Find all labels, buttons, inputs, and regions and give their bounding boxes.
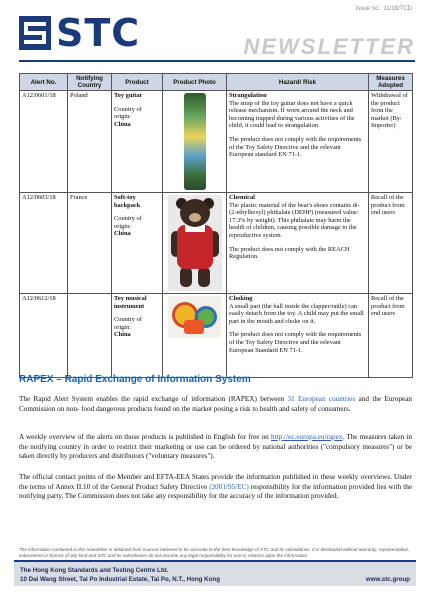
hazard-title: Strangulation — [229, 92, 267, 99]
measures-adopted: Withdrawal of the product from the market (By: Importer) — [369, 91, 413, 193]
alerts-table — [19, 73, 413, 378]
origin-value: China — [114, 331, 131, 339]
paragraph-text: The official contact points of the Member and EFTA-EEA States provide the information published in these weekly overviews. Under the terms of Annex II.10 of the General Product Safety Directive — [19, 473, 412, 491]
table-row — [20, 193, 413, 294]
paragraph-text: A weekly overview of the alerts on those products is published in English for free on — [19, 433, 271, 441]
origin-label: Country of origin: — [114, 316, 142, 331]
column-header-product: Product — [112, 74, 163, 91]
product-cell — [112, 294, 163, 378]
compliance-note: The product does not comply with the requirements of the Toy Safety Directive and the relevant European Standard EN 71-1. — [229, 331, 362, 354]
column-header-country: Notifying Country — [68, 74, 112, 91]
paragraph-text: and the European Commission on non- food dangerous products found on the market posing a risk to health and safety of consumers. — [19, 395, 412, 413]
origin-label: Country of origin: — [114, 215, 142, 230]
product-name: Toy guitar — [114, 92, 143, 99]
origin-value: China — [114, 230, 131, 238]
hazard-cell — [227, 91, 369, 193]
origin-label: Country of origin: — [114, 105, 142, 121]
column-header-photo: Product Photo — [163, 74, 227, 91]
toy-guitar-photo — [184, 93, 206, 190]
measures-adopted: Recall of the product from end users — [369, 193, 413, 294]
paragraph-text: . The measures taken in the notifying country in order to restrict their marketing or use can be ordered by national authorities ("compulsory measures") or be taken directly by producers and distributors ("voluntary measures"). — [19, 433, 412, 461]
origin-value: China — [114, 120, 131, 128]
alert-number: A12/0601/18 — [20, 91, 68, 193]
table-row — [20, 91, 413, 193]
paragraph-text: responsibility for the information provided lies with the notifying party. The Commission does not take any responsibility for the accuracy of the information provided. — [19, 482, 412, 501]
photo-cell — [163, 294, 227, 378]
disclaimer-text: The information contained in this newsletter is obtained from sources believed to be accurate to the best knowledge of STC and its subsidiaries. It is distributed without warranty, representation, inducement or license of any kind and STC and its subsidiaries do not assume any legal responsibility for use or reliance upon the information. — [19, 547, 410, 558]
column-header-alert-no: Alert No. — [20, 74, 68, 91]
alert-number: A12/0612/18 — [20, 294, 68, 378]
notifying-country — [68, 294, 112, 378]
stc-logo-icon — [19, 16, 51, 50]
toy-musical-instrument-photo — [168, 296, 221, 338]
paragraph-text: The Rapid Alert System enables the rapid exchange of information (RAPEX) between — [19, 395, 288, 403]
column-header-hazard: Hazard/ Risk — [227, 74, 369, 91]
hazard-title: Choking — [229, 295, 253, 302]
company-name: The Hong Kong Standards and Testing Centre Ltd. — [20, 567, 169, 574]
product-name: Soft-toy backpack — [114, 194, 141, 209]
newsletter-label: NEWSLETTER — [243, 34, 415, 59]
soft-toy-backpack-photo — [168, 195, 222, 291]
table-row — [20, 294, 413, 378]
hazard-title: Chemical — [229, 194, 255, 201]
compliance-note: The product does not comply with the requirements of the Toy Safety Directive and the relevant European standard EN 71-1. — [229, 135, 362, 159]
rapex-website-link[interactable]: http://ec.europa.eu/rapex — [270, 433, 343, 441]
hazard-description: The strap of the toy guitar does not have a quick release mechanism. If worn around the neck and becoming trapped during various activities of the child, it could lead to strangulation. — [229, 99, 355, 130]
column-header-measures: Measures Adopted — [369, 74, 413, 91]
hazard-description: The plastic material of the bear's shoes contains di-(2-ethylhexyl) phthalate (DEHP) (measured value: 17.3% by weight). This phthalate may harm the health of children, causing possible damage to the reproductive system. — [229, 201, 360, 239]
rapex-paragraph-1 — [19, 395, 412, 414]
measures-adopted: Recall of the product from end users — [369, 294, 413, 378]
product-cell — [112, 91, 163, 193]
logo-text: STC — [56, 11, 141, 55]
rapex-paragraph-2 — [19, 433, 412, 462]
page-footer — [14, 560, 416, 586]
notifying-country: Poland — [68, 91, 112, 193]
section-title: RAPEX – Rapid Exchange of Information System — [19, 374, 251, 385]
company-address: 10 Dai Wang Street, Tai Po Industrial Estate, Tai Po, N.T., Hong Kong — [20, 576, 220, 583]
countries-link[interactable]: 31 European countries — [287, 395, 356, 403]
product-cell — [112, 193, 163, 294]
photo-cell — [163, 193, 227, 294]
notifying-country: France — [68, 193, 112, 294]
compliance-note: The product does not comply with the REACH Regulation. — [229, 245, 350, 261]
alert-number: A12/0603/18 — [20, 193, 68, 294]
header-divider — [19, 60, 415, 62]
issue-number: Issue no.: 11/18/TCD — [355, 6, 412, 12]
directive-link[interactable]: (2001/95/EC) — [209, 482, 249, 491]
hazard-cell — [227, 193, 369, 294]
page-header — [0, 0, 425, 70]
hazard-cell — [227, 294, 369, 378]
website-link[interactable]: www.stc.group — [365, 576, 410, 583]
hazard-description: A small part (the ball inside the clapper/rattle) can easily detach from the toy. A child may put the small part in the mouth and choke on it. — [229, 302, 364, 325]
rapex-paragraph-3 — [19, 473, 412, 502]
product-name: Toy musical instrument — [114, 295, 147, 310]
photo-cell — [163, 91, 227, 193]
table-header-row — [20, 74, 413, 91]
